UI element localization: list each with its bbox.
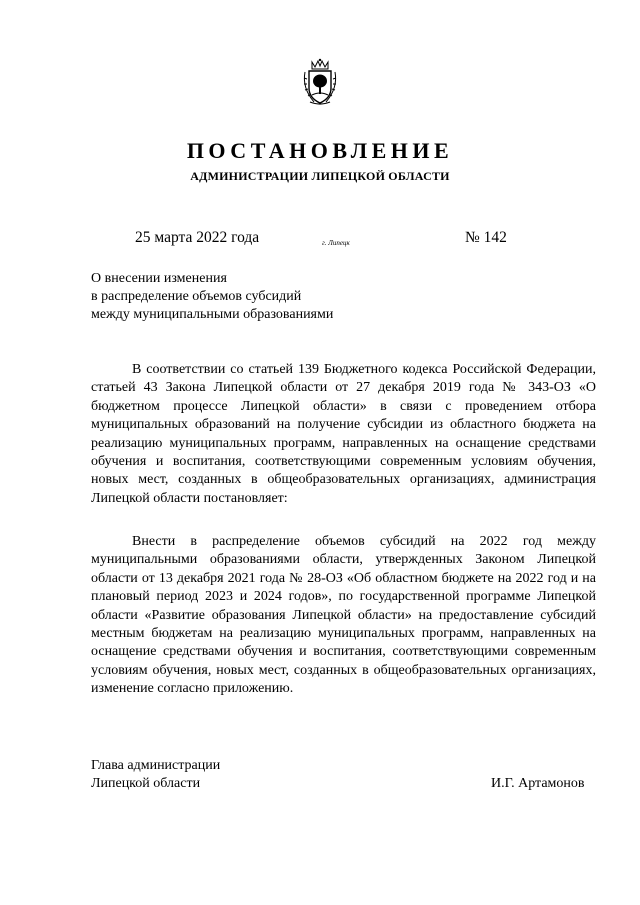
coat-of-arms-icon: [300, 58, 340, 106]
signatory-position-line: Липецкой области: [91, 776, 201, 791]
signatory-position-line: Глава администрации: [91, 758, 221, 773]
signatory-position: [91, 757, 220, 793]
subject-line: в распределение объемов субсидий: [91, 289, 302, 304]
document-subtitle: АДМИНИСТРАЦИИ ЛИПЕЦКОЙ ОБЛАСТИ: [190, 169, 450, 183]
subject-line: между муниципальными образованиями: [91, 307, 334, 322]
document-title: ПОСТАНОВЛЕНИЕ: [186, 138, 454, 163]
body-paragraph: Внести в распределение объемов субсидий на 2022 год между муниципальными образованиями области, утвержденных Законом Липецкой области от 13 декабря 2021 года № 28-ОЗ «Об областном бюджете на 2022 год и на плановый период 2023 и 2024 годов», по государственной программе Липецкой области «Развитие образования Липецкой области» на предоставление субсидий местным бюджетам на реализацию муниципальных программ, направленных на оснащение средствами обучения и воспитания, соответствующими современным условиям обучения, новых мест, созданных в общеобразовательных организациях, изменение согласно приложению.: [91, 534, 596, 697]
document-date: 25 марта 2022 года: [135, 229, 260, 246]
signatory-name: И.Г. Артамонов: [491, 776, 585, 791]
body-paragraph: В соответствии со статьей 139 Бюджетного кодекса Российской Федерации, статьей 43 Закона Липецкой области от 27 декабря 2019 года № 343-ОЗ «О бюджетном процессе Липецкой области» в связи с проведением отбора муниципальных образований на получение субсидии из областного бюджета на реализацию муниципальных программ, направленных на оснащение средствами обучения и воспитания, соответствующими современным условиям обучения, новых мест, созданных в общеобразовательных организациях, администрация Липецкой области постановляет:: [91, 362, 596, 506]
subject-line: О внесении изменения: [91, 271, 227, 286]
document-city: г. Липецк: [322, 239, 350, 247]
document-number: № 142: [465, 229, 507, 246]
document-subject: [91, 270, 333, 324]
